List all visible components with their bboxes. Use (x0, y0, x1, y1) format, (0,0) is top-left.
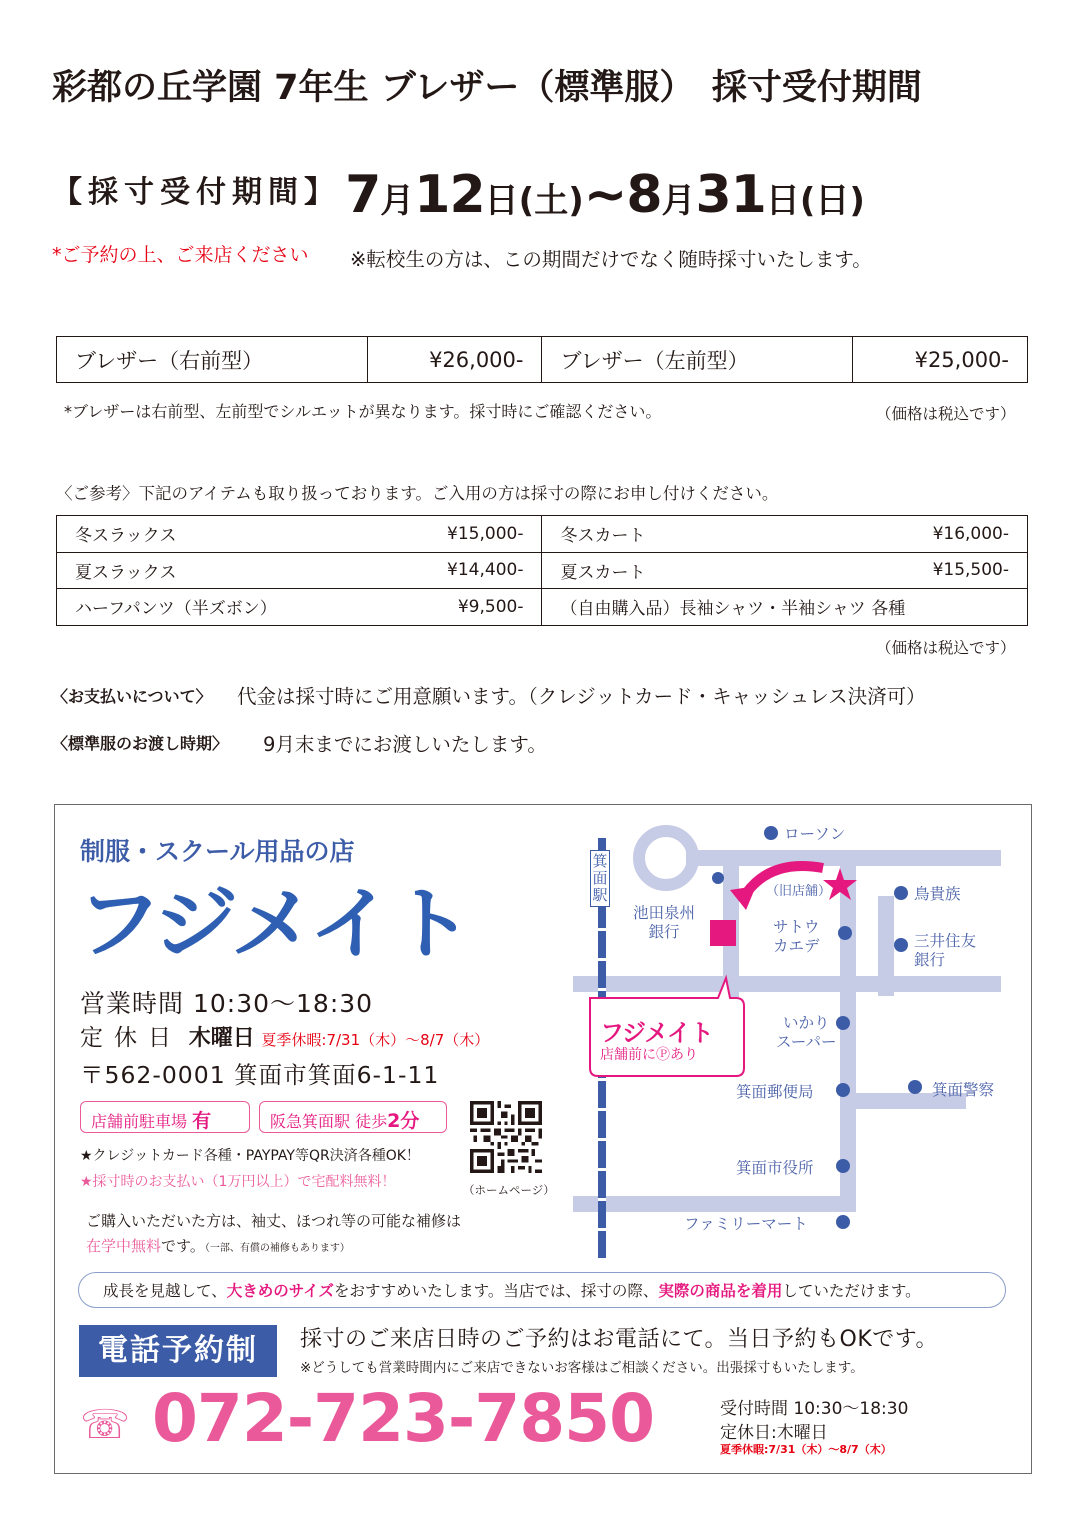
repair-note: ご購入いただいた方は、袖丈、ほつれ等の可能な補修は (86, 1212, 462, 1230)
recommend-highlight: 実際の商品を着用 (658, 1282, 783, 1300)
repair-small: （一部、有償の補修もあります） (204, 1243, 350, 1254)
police-dot (908, 1080, 922, 1094)
torikizoku-label: 鳥貴族 (914, 885, 961, 903)
phone-icon: ☏ (80, 1402, 131, 1448)
item-name: 冬スカート (542, 516, 853, 553)
torikizoku-dot (894, 886, 908, 900)
shop-logo: フジメイト (76, 878, 469, 971)
reservation-note: *ご予約の上、ご来店ください (52, 244, 309, 266)
delivery-text: 9月末までにお渡しいたします。 (263, 733, 547, 756)
station-label: 箕面駅 (590, 850, 610, 907)
period-separator: ~ (583, 165, 627, 225)
table-row (57, 516, 1028, 553)
item-name: ハーフパンツ（半ズボン） (57, 589, 368, 626)
parking-value: 有 (192, 1110, 212, 1132)
blazer-price-table (56, 336, 1028, 383)
city-hall-dot (836, 1159, 850, 1173)
phone-hours: 受付時間 10:30〜18:30 (720, 1399, 909, 1419)
blazer-right-price: ¥26,000- (367, 337, 542, 383)
size-recommendation (78, 1272, 1006, 1308)
period-month-unit: 月 (380, 181, 415, 221)
tax-note: （価格は税込です） (876, 639, 1016, 657)
period-end-weekday: (日) (799, 181, 865, 221)
tax-note: （価格は税込です） (876, 405, 1016, 423)
period-label: 【採寸受付期間】 (52, 175, 340, 210)
familymart-dot (836, 1215, 850, 1229)
summer-holiday: 夏季休暇:7/31（木）〜8/7（木） (261, 1031, 490, 1049)
walk-badge (259, 1101, 447, 1133)
familymart-label: ファミリーマート (684, 1215, 808, 1233)
ikari-label: いかり スーパー (776, 1014, 837, 1051)
item-name: 夏スカート (542, 552, 853, 589)
old-shop-label: （旧店舗） (766, 884, 832, 899)
parking-label: 店舗前駐車場 (91, 1112, 188, 1131)
payment-text: 代金は採寸時にご用意願います。（クレジットカード・キャッシュレス決済可） (237, 685, 926, 708)
business-hours (80, 984, 373, 1020)
phone-closed-day: 定休日:木曜日 (720, 1423, 828, 1443)
period-end-month: 8 (626, 165, 662, 225)
period-day-unit: 日 (484, 181, 519, 221)
qr-code[interactable] (470, 1101, 542, 1173)
period-end-day: 31 (695, 165, 766, 225)
recommend-text: をおすすめいたします。当店では、採寸の際、 (333, 1282, 659, 1300)
measurement-period (52, 165, 865, 225)
blazer-left-name: ブレザー（左前型） (542, 337, 853, 383)
shop-tagline: 制服・スクール用品の店 (80, 837, 355, 866)
lawson-dot (764, 826, 778, 840)
table-row (57, 552, 1028, 589)
hours-value: 10:30〜18:30 (192, 989, 374, 1018)
ikari-dot (836, 1016, 850, 1030)
period-day-unit: 日 (765, 181, 800, 221)
table-row (57, 589, 1028, 626)
blazer-left-price: ¥25,000- (853, 337, 1028, 383)
bank-ikeda-label: 池田泉州 銀行 (633, 904, 696, 941)
police-label: 箕面警察 (932, 1081, 995, 1099)
walk-label: 阪急箕面駅 徒歩 (270, 1112, 388, 1131)
item-price: ¥16,000- (853, 516, 1028, 553)
city-hall-label: 箕面市役所 (736, 1159, 814, 1177)
repair-free: 在学中無料 (86, 1237, 162, 1255)
shop-map (568, 818, 1016, 1258)
period-start-month: 7 (345, 165, 381, 225)
period-start-day: 12 (414, 165, 485, 225)
closed-label: 定休日 (80, 1025, 182, 1051)
satou-dot (838, 926, 852, 940)
repair-note-line2 (86, 1235, 350, 1256)
qr-caption: （ホームページ） (463, 1183, 555, 1197)
table-row (57, 337, 1028, 383)
closed-value: 木曜日 (188, 1026, 255, 1051)
item-price: ¥15,000- (367, 516, 542, 553)
item-price: ¥9,500- (367, 589, 542, 626)
blazer-right-name: ブレザー（右前型） (57, 337, 368, 383)
map-shop-parking: 店舗前にⓅあり (600, 1047, 698, 1063)
repair-tail: です。 (161, 1237, 205, 1255)
item-name: 夏スラックス (57, 552, 368, 589)
hours-label: 営業時間 (80, 989, 185, 1018)
recommend-text: 成長を見越して、 (103, 1282, 227, 1300)
closed-day (80, 1019, 489, 1052)
shop-address: 〒562-0001 箕面市箕面6-1-11 (80, 1061, 440, 1089)
parking-badge (80, 1101, 250, 1133)
blazer-note: *ブレザーは右前型、左前型でシルエットが異なります。採寸時にご確認ください。 (64, 402, 662, 421)
smbc-dot (894, 938, 908, 952)
recommend-highlight: 大きめのサイズ (226, 1282, 334, 1300)
bank-ikeda-dot (712, 872, 724, 884)
phone-number[interactable]: 072-723-7850 (152, 1380, 655, 1457)
reservation-note-small: ※どうしても営業時間内にご来店できないお客様はご相談ください。出張採寸もいたします。 (300, 1360, 864, 1376)
item-name: （自由購入品）長袖シャツ・半袖シャツ 各種 (542, 589, 1028, 626)
reservation-text: 採寸のご来店日時のご予約はお電話にて。当日予約もOKです。 (300, 1327, 939, 1352)
lawson-label: ローソン (784, 825, 846, 843)
payment-label: 〈お支払いについて〉 (52, 687, 212, 706)
phone-summer-holiday: 夏季休暇:7/31（木）〜8/7（木） (720, 1443, 892, 1456)
payment-methods-note: ★クレジットカード各種・PAYPAY等QR決済各種OK！ (80, 1148, 420, 1164)
post-label: 箕面郵便局 (736, 1083, 814, 1101)
reference-intro: 〈ご参考〉下記のアイテムも取り扱っております。ご入用の方は採寸の際にお申し付けください。 (56, 484, 779, 503)
item-name: 冬スラックス (57, 516, 368, 553)
period-start-weekday: (土) (518, 181, 584, 221)
post-dot (836, 1083, 850, 1097)
period-month-unit: 月 (661, 181, 696, 221)
page-title: 彩都の丘学園 7年生 ブレザー（標準服） 採寸受付期間 (52, 68, 922, 108)
delivery-label: 〈標準服のお渡し時期〉 (52, 734, 229, 753)
phone-reservation-badge: 電話予約制 (79, 1325, 277, 1377)
satou-label: サトウ カエデ (773, 918, 820, 955)
item-price: ¥15,500- (853, 552, 1028, 589)
item-price: ¥14,400- (367, 552, 542, 589)
recommend-text: していただけます。 (782, 1282, 921, 1300)
walk-value: 2分 (387, 1110, 420, 1132)
free-delivery-note: ★採寸時のお支払い（1万円以上）で宅配料無料！ (80, 1174, 396, 1190)
smbc-label: 三井住友 銀行 (914, 932, 977, 969)
transfer-note: ※転校生の方は、この期間だけでなく随時採寸いたします。 (350, 248, 872, 271)
map-shop-name: フジメイト (600, 1019, 713, 1047)
reference-items-table (56, 515, 1028, 626)
